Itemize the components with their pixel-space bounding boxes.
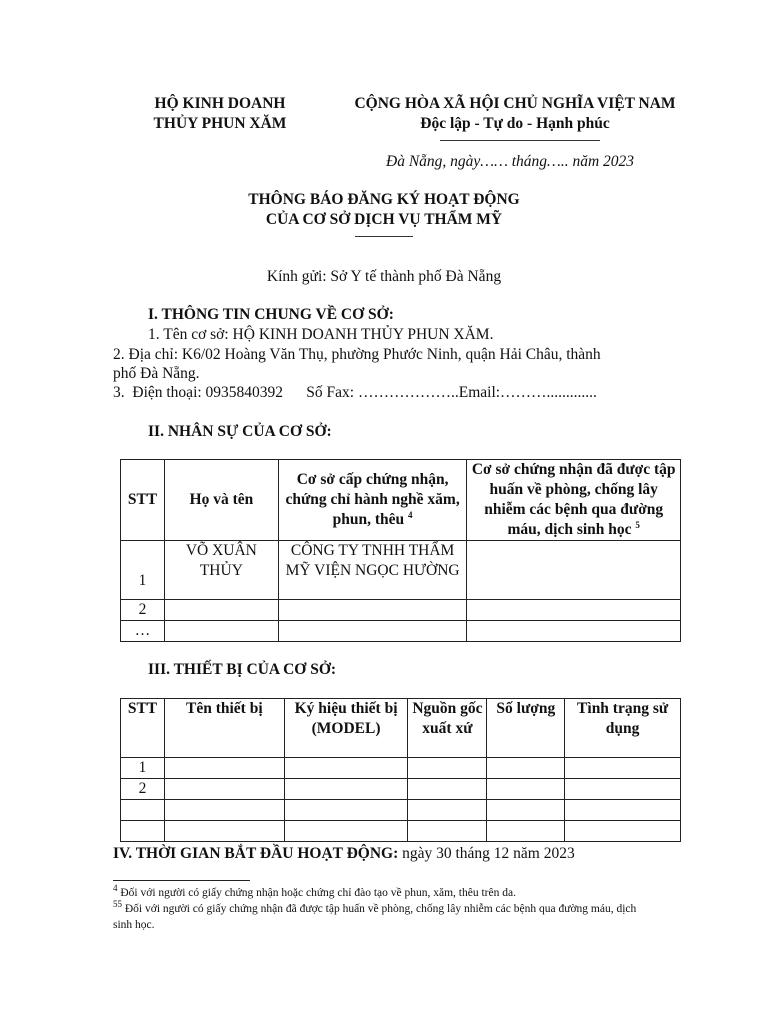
row-stt: 1 (121, 541, 165, 600)
table-row (121, 541, 681, 600)
row-stt: 2 (121, 779, 165, 800)
row-name (164, 621, 278, 642)
row-cell (565, 758, 681, 779)
row-stt: … (121, 621, 165, 642)
organization-name (130, 94, 310, 134)
title-line-2: CỦA CƠ SỞ DỊCH VỤ THẨM MỸ (265, 211, 503, 228)
row-stt (121, 821, 165, 842)
col-header-quantity: Số lượng (487, 699, 565, 758)
row-cell (408, 758, 487, 779)
col-header-name: Họ và tên (164, 460, 278, 541)
row-cell (164, 758, 284, 779)
footnote-5-text: Đối với người có giấy chứng nhận đã được tập huấn về phòng, chống lây nhiễm các bệnh qua đường máu, dịch sinh học. (113, 903, 637, 931)
footnote-5 (113, 901, 658, 933)
row-cell (487, 821, 565, 842)
row-cell (565, 779, 681, 800)
row-stt (121, 800, 165, 821)
table-row (121, 621, 681, 642)
row-cell (408, 821, 487, 842)
col-header-device-name: Tên thiết bị (164, 699, 284, 758)
address-line-1: 2. Địa chỉ: K6/02 Hoàng Văn Thụ, phường Phước Ninh, quận Hải Châu, thành (113, 346, 601, 363)
row-cell (284, 821, 408, 842)
row-training (467, 541, 681, 600)
document-title (184, 190, 584, 230)
col-header-stt: STT (121, 460, 165, 541)
national-motto (330, 94, 700, 134)
section-4-heading: IV. THỜI GIAN BẮT ĐẦU HOẠT ĐỘNG: (113, 845, 399, 862)
col-header-model: Ký hiệu thiết bị (MODEL) (284, 699, 408, 758)
row-cell (565, 821, 681, 842)
row-cell (164, 800, 284, 821)
row-certificate (278, 600, 467, 621)
nation-line-2: Độc lập - Tự do - Hạnh phúc (420, 115, 610, 132)
col-header-stt: STT (121, 699, 165, 758)
section-3-heading: III. THIẾT BỊ CỦA CƠ SỞ: (148, 661, 337, 678)
row-cell (284, 758, 408, 779)
certificate-header-text: Cơ sở cấp chứng nhận, chứng chỉ hành nghề xăm, phun, thêu (285, 471, 460, 528)
row-stt: 1 (121, 758, 165, 779)
recipient-line: Kính gửi: Sở Y tế thành phố Đà Nẵng (266, 268, 502, 285)
col-header-origin: Nguồn gốc xuất xứ (408, 699, 487, 758)
contact-line: 3. Điện thoại: 0935840392 Số Fax: ………………..Email:………............. (113, 384, 597, 401)
row-cell (408, 800, 487, 821)
row-cell (487, 800, 565, 821)
col-header-certificate (278, 460, 467, 541)
table-row (121, 779, 681, 800)
table-row (121, 600, 681, 621)
start-date-value: ngày 30 tháng 12 năm 2023 (398, 845, 575, 862)
footnote-4-mark: 4 (113, 883, 118, 894)
date-line: Đà Nẵng, ngày…… tháng….. năm 2023 (386, 153, 635, 170)
footnote-separator (113, 880, 250, 881)
title-underline (355, 236, 413, 237)
org-line-1: HỘ KINH DOANH (154, 95, 286, 112)
footnote-ref-4: 4 (408, 509, 413, 520)
footnote-5-mark: 55 (113, 899, 122, 910)
row-cell (487, 758, 565, 779)
row-cell (565, 800, 681, 821)
row-cell (284, 779, 408, 800)
row-training (467, 600, 681, 621)
row-cell (408, 779, 487, 800)
org-line-2: THỦY PHUN XĂM (153, 115, 287, 132)
row-cell (164, 821, 284, 842)
row-cell (164, 779, 284, 800)
motto-underline (440, 140, 600, 141)
facility-name-line: 1. Tên cơ sở: HỘ KINH DOANH THỦY PHUN XĂM. (148, 326, 494, 343)
training-header-text: Cơ sở chứng nhận đã được tập huấn về phòng, chống lây nhiễm các bệnh qua đường máu, dịch sinh học (471, 461, 676, 538)
table-row (121, 800, 681, 821)
equipment-header-row (121, 699, 681, 758)
title-line-1: THÔNG BÁO ĐĂNG KÝ HOẠT ĐỘNG (248, 191, 520, 208)
equipment-table (120, 698, 681, 842)
table-row (121, 821, 681, 842)
row-name: VÕ XUÂN THỦY (164, 541, 278, 600)
row-training (467, 621, 681, 642)
personnel-header-row (121, 460, 681, 541)
footnote-ref-5: 5 (635, 519, 640, 530)
row-name (164, 600, 278, 621)
row-cell (487, 779, 565, 800)
row-certificate: CÔNG TY TNHH THẨM MỸ VIỆN NGỌC HƯỜNG (278, 541, 467, 600)
section-1-heading: I. THÔNG TIN CHUNG VỀ CƠ SỞ: (148, 306, 394, 323)
row-cell (284, 800, 408, 821)
footnote-4-text: Đối với người có giấy chứng nhận hoặc chứng chỉ đào tạo về phun, xăm, thêu trên da. (117, 887, 516, 899)
section-2-heading: II. NHÂN SỰ CỦA CƠ SỞ: (148, 423, 332, 440)
row-certificate (278, 621, 467, 642)
row-stt: 2 (121, 600, 165, 621)
table-row (121, 758, 681, 779)
col-header-status: Tình trạng sử dụng (565, 699, 681, 758)
footnote-4 (113, 885, 658, 901)
nation-line-1: CỘNG HÒA XÃ HỘI CHỦ NGHĨA VIỆT NAM (354, 95, 676, 112)
address-line-2: phố Đà Nẵng. (113, 365, 200, 382)
personnel-table (120, 459, 681, 642)
start-date-line (113, 844, 575, 864)
col-header-training (467, 460, 681, 541)
